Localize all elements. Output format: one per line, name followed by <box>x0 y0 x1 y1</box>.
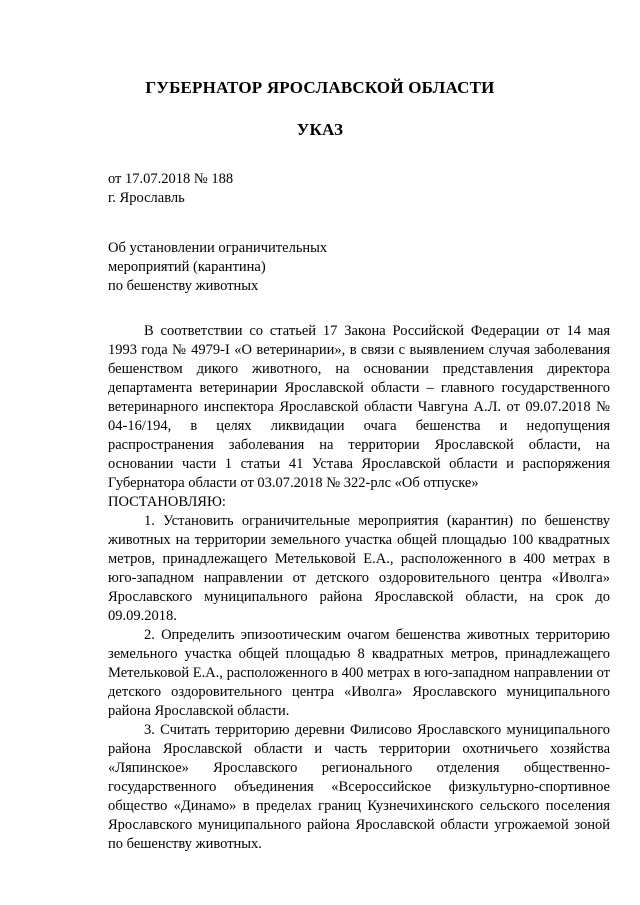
document-subject <box>108 239 327 296</box>
subject-line: мероприятий (карантина) <box>108 259 266 275</box>
document-body <box>108 322 610 854</box>
decree-item: 2. Определить эпизоотическим очагом бешенства животных территорию земельного участка общей площадью 8 квадратных метров, принадлежащего Метельковой Е.А., расположенного в 400 метрах в юго-западном направлении от детского оздоровительного центра «Иволга» Ярославского муниципального района Ярославской области. <box>108 627 610 719</box>
subject-line: Об установлении ограничительных <box>108 240 328 256</box>
city: г. Ярославль <box>108 190 185 206</box>
preamble-paragraph: В соответствии со статьей 17 Закона Российской Федерации от 14 мая 1993 года № 4979-I «О ветеринарии», в связи с выявлением случая заболевания бешенством дикого животного, на основании представления директора департамента ветеринарии Ярославской области – главного государственного ветеринарного инспектора Ярославской области Чавгуна А.Л. от 09.07.2018 № 04-16/194, в целях ликвидации очага бешенства и недопущения распространения заболевания на территории Ярославской области, на основании части 1 статьи 41 Устава Ярославской области и распоряжения Губернатора области от 03.07.2018 № 322-рлс «Об отпуске» <box>108 323 610 491</box>
subject-line: по бешенству животных <box>108 278 259 294</box>
date-number: от 17.07.2018 № 188 <box>108 171 234 187</box>
resolve-clause: ПОСТАНОВЛЯЮ: <box>108 494 226 510</box>
decree-item: 3. Считать территорию деревни Филисово Ярославского муниципального района Ярославской области и часть территории охотничьего хозяйства «Ляпинское» Ярославского регионального отделения общественно-государственного объединения «Всероссийское физкультурно-спортивное общество «Динамо» в пределах границ Кузнечихинского сельского поселения Ярославского муниципального района Ярославской области угрожаемой зоной по бешенству животных. <box>108 722 610 852</box>
document-type: УКАЗ <box>296 120 344 139</box>
document-meta <box>108 170 233 208</box>
issuing-authority: ГУБЕРНАТОР ЯРОСЛАВСКОЙ ОБЛАСТИ <box>145 78 495 97</box>
decree-item: 1. Установить ограничительные мероприятия (карантин) по бешенству животных на территории земельного участка общей площадью 100 квадратных метров, принадлежащего Метельковой Е.А., расположенного в 400 метрах в юго-западном направлении от детского оздоровительного центра «Иволга» Ярославского муниципального района Ярославской области, на срок до 09.09.2018. <box>108 513 610 624</box>
